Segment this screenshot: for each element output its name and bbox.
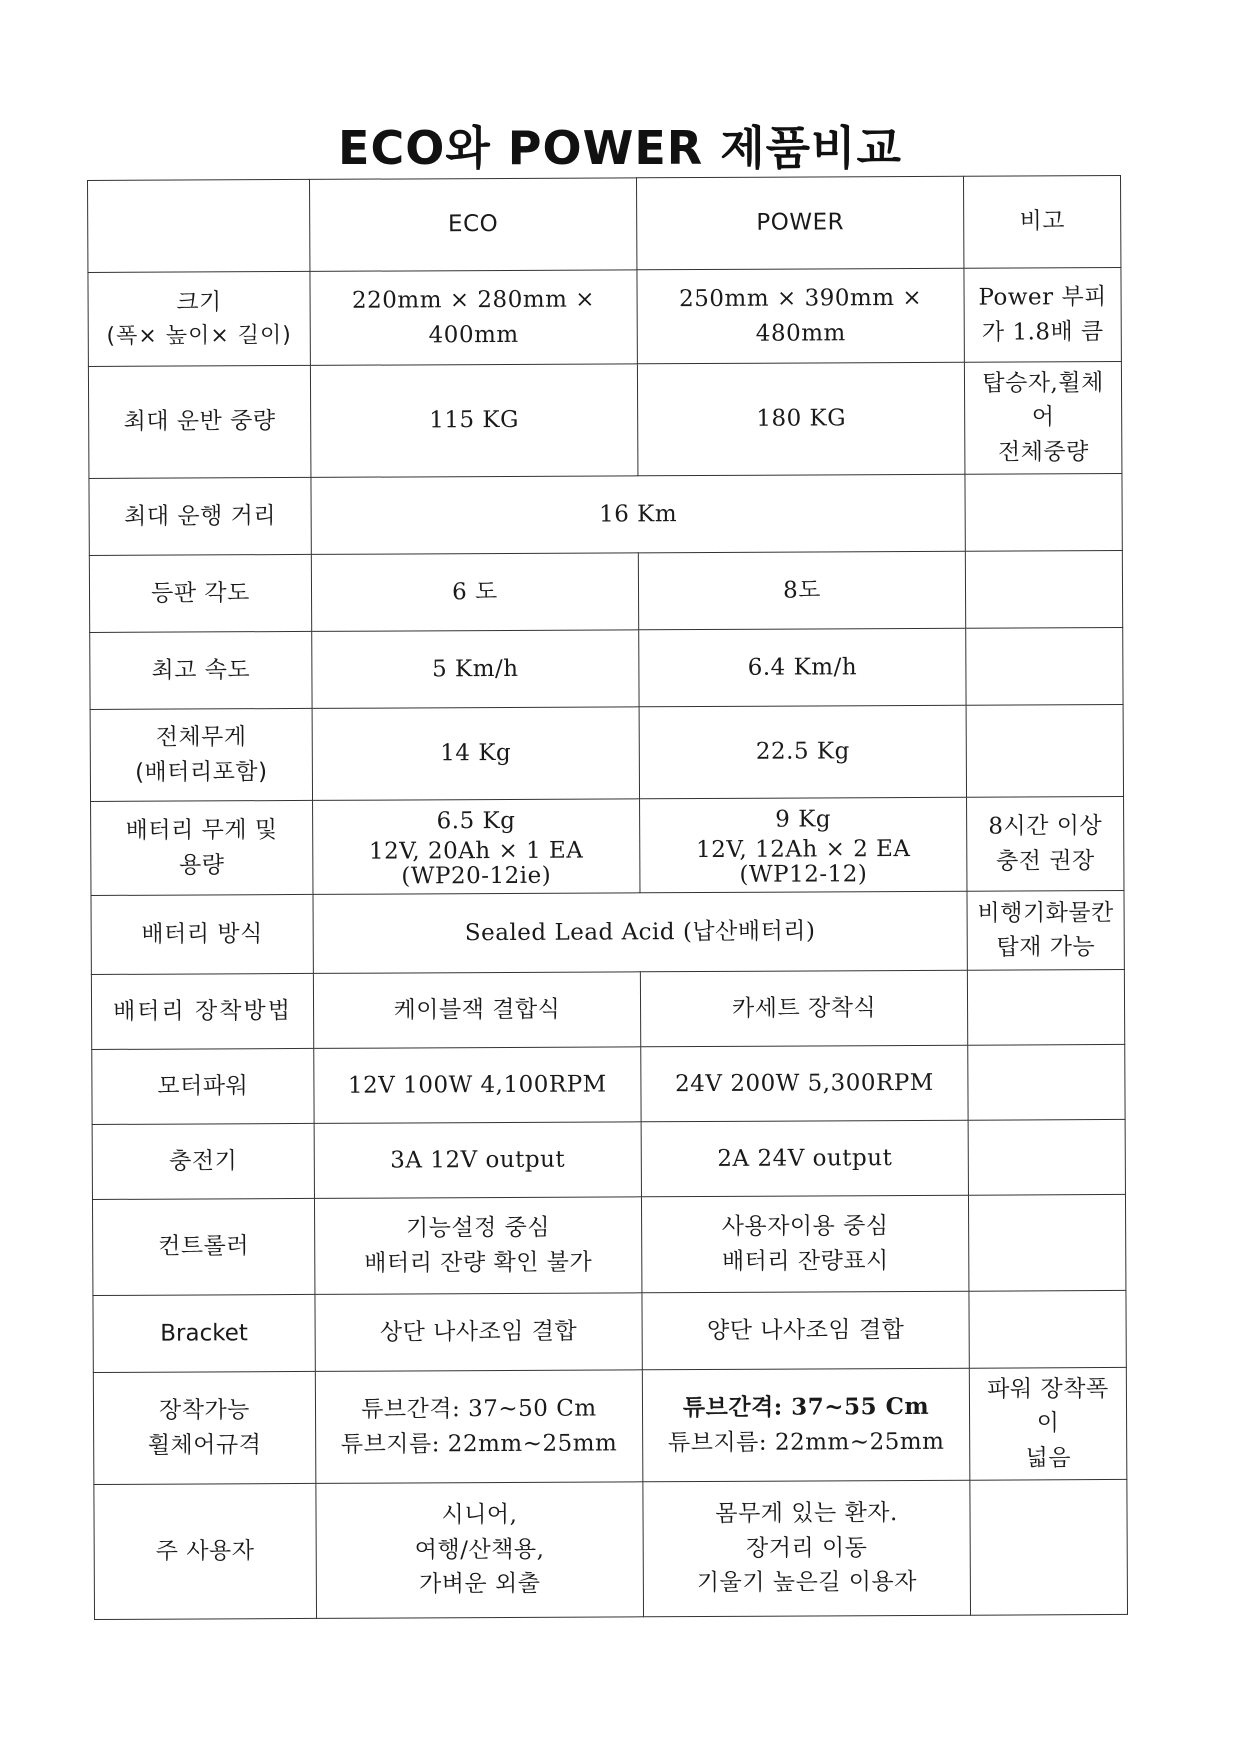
eco-controller-line1: 기능설정 중심 [405, 1214, 551, 1242]
label-battery-line2: 용량 [178, 851, 225, 879]
note-size-line1: Power 부피 [978, 284, 1107, 311]
label-size-line1: 크기 [176, 289, 222, 316]
comparison-table [87, 175, 1128, 1620]
power-battery-mount: 카세트 장착식 [640, 971, 968, 1047]
power-tube-gap: 튜브간격: 37~55 Cm [682, 1393, 930, 1422]
eco-main-users [316, 1482, 644, 1618]
eco-battery-model: (WP20-12ie) [401, 862, 552, 890]
power-bracket: 양단 나사조임 결합 [642, 1291, 970, 1370]
eco-battery [312, 799, 640, 895]
label-climb: 등판 각도 [89, 554, 311, 632]
note-max-load-line2: 전체중량 [997, 438, 1089, 466]
label-battery-line1: 배터리 무게 및 [125, 817, 278, 844]
row-main-users [94, 1480, 1128, 1620]
note-main-users [970, 1480, 1128, 1616]
row-total-weight [90, 704, 1123, 801]
note-bracket [969, 1291, 1126, 1369]
eco-total-weight: 14 Kg [312, 707, 640, 801]
power-controller [641, 1195, 969, 1293]
eco-main-users-line1: 시니어, [441, 1502, 518, 1529]
header-note: 비고 [964, 175, 1121, 268]
power-battery-weight: 9 Kg [775, 806, 832, 833]
power-tube-diameter: 튜브지름: 22mm~25mm [667, 1428, 945, 1456]
eco-main-users-line2: 여행/산책용, [414, 1536, 545, 1564]
power-controller-line1: 사용자이용 중심 [721, 1213, 889, 1241]
row-battery-mount [91, 970, 1124, 1050]
eco-battery-mount: 케이블잭 결합식 [313, 972, 641, 1048]
eco-size: 220mm × 280mm × 400mm [310, 270, 638, 366]
note-size-line2: 가 1.8배 큼 [981, 318, 1104, 346]
note-max-load [965, 362, 1122, 475]
label-size [88, 271, 310, 366]
label-motor: 모터파워 [92, 1049, 314, 1125]
power-top-speed: 6.4 Km/h [639, 628, 967, 707]
header-power: POWER [636, 176, 964, 270]
note-top-speed [966, 627, 1123, 705]
row-charger [92, 1120, 1125, 1200]
note-battery-line1: 8시간 이상 [988, 813, 1103, 840]
power-size: 250mm × 390mm × 480mm [637, 268, 965, 364]
note-motor [968, 1045, 1125, 1121]
label-wheelchair-spec-line1: 장착가능 [158, 1397, 250, 1424]
eco-wheelchair-spec [315, 1370, 643, 1483]
label-wheelchair-spec [93, 1372, 315, 1485]
note-battery-type-line1: 비행기화물칸 [977, 899, 1114, 927]
label-battery-mount: 배터리 장착방법 [91, 974, 313, 1050]
power-total-weight: 22.5 Kg [639, 705, 967, 799]
eco-battery-weight: 6.5 Kg [436, 807, 516, 835]
header-row [88, 175, 1121, 272]
note-charger [968, 1120, 1125, 1196]
label-size-line2: (폭× 높이× 길이) [106, 323, 292, 350]
row-battery [91, 796, 1124, 895]
label-battery-type: 배터리 방식 [91, 895, 313, 975]
note-wheelchair-spec-line2: 넓음 [1025, 1445, 1072, 1472]
power-main-users-line3: 기울기 높은길 이용자 [696, 1569, 918, 1597]
power-charger: 2A 24V output [641, 1120, 969, 1196]
power-main-users-line2: 장거리 이동 [745, 1534, 868, 1562]
note-wheelchair-spec [969, 1368, 1126, 1481]
row-max-range [89, 473, 1122, 555]
row-size [88, 267, 1121, 366]
label-battery [91, 800, 313, 895]
note-size [964, 267, 1121, 362]
label-charger: 충전기 [92, 1124, 314, 1200]
eco-tube-diameter: 튜브지름: 22mm~25mm [340, 1430, 618, 1458]
eco-main-users-line3: 가벼운 외출 [418, 1571, 541, 1598]
corner-cell [88, 179, 310, 272]
eco-charger: 3A 12V output [314, 1122, 642, 1198]
eco-bracket: 상단 나사조임 결합 [315, 1293, 643, 1372]
label-total-weight-line2: (배터리포함) [134, 758, 268, 786]
note-max-load-line1: 탑승자,휠체어 [982, 369, 1104, 431]
note-total-weight [966, 704, 1123, 797]
label-controller: 컨트롤러 [92, 1198, 314, 1295]
eco-motor: 12V 100W 4,100RPM [314, 1047, 642, 1123]
label-total-weight-line1: 전체무게 [155, 724, 247, 751]
row-max-load [88, 362, 1122, 479]
note-max-range [965, 473, 1122, 551]
label-top-speed: 최고 속도 [90, 631, 312, 709]
label-max-range: 최대 운행 거리 [89, 477, 311, 555]
label-total-weight [90, 708, 312, 801]
note-controller [969, 1194, 1126, 1291]
power-controller-line2: 배터리 잔량표시 [721, 1247, 889, 1275]
label-main-users: 주 사용자 [94, 1484, 316, 1620]
eco-battery-capacity: 12V, 20Ah × 1 EA [368, 837, 584, 865]
note-battery-type [967, 891, 1124, 971]
row-bracket [93, 1291, 1126, 1373]
row-top-speed [90, 627, 1123, 709]
row-climb [89, 550, 1122, 632]
row-battery-type [91, 891, 1124, 975]
row-controller [92, 1194, 1125, 1295]
eco-climb: 6 도 [311, 553, 639, 632]
note-battery-line2: 충전 권장 [995, 847, 1095, 875]
power-battery-capacity: 12V, 12Ah × 2 EA [696, 835, 911, 863]
label-bracket: Bracket [93, 1295, 315, 1373]
power-battery [639, 797, 967, 893]
power-motor: 24V 200W 5,300RPM [641, 1045, 969, 1121]
label-max-load: 최대 운반 중량 [88, 366, 310, 479]
note-climb [965, 550, 1122, 628]
note-battery [967, 796, 1124, 891]
power-wheelchair-spec [642, 1369, 970, 1482]
eco-max-load: 115 KG [310, 364, 638, 477]
note-wheelchair-spec-line1: 파워 장착폭이 [987, 1375, 1109, 1437]
header-eco: ECO [309, 178, 637, 272]
eco-controller [314, 1197, 642, 1295]
value-battery-type: Sealed Lead Acid (납산배터리) [313, 891, 968, 973]
power-battery-model: (WP12-12) [739, 861, 868, 888]
label-wheelchair-spec-line2: 휠체어규격 [147, 1431, 262, 1459]
power-max-load: 180 KG [637, 362, 965, 475]
power-main-users-line1: 몸무게 있는 환자. [715, 1500, 898, 1528]
value-max-range: 16 Km [311, 474, 966, 554]
power-climb: 8도 [638, 551, 966, 630]
note-battery-mount [967, 970, 1124, 1046]
note-battery-type-line2: 탑재 가능 [996, 934, 1096, 961]
eco-controller-line2: 배터리 잔량 확인 불가 [364, 1249, 593, 1277]
power-main-users [643, 1480, 971, 1616]
row-wheelchair-spec [93, 1368, 1127, 1485]
eco-tube-gap: 튜브간격: 37~50 Cm [361, 1395, 597, 1423]
page-title: ECO와 POWER 제품비교 [338, 121, 902, 175]
row-motor [92, 1045, 1125, 1125]
eco-top-speed: 5 Km/h [312, 630, 640, 709]
